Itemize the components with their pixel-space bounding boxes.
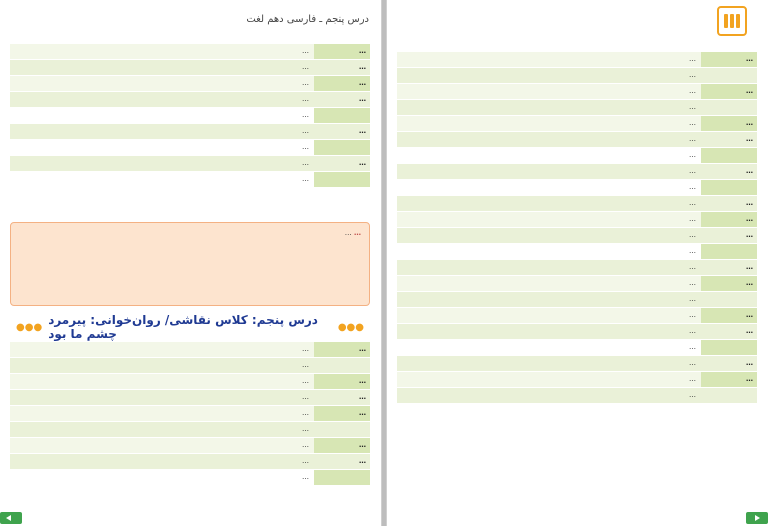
term: …	[314, 438, 370, 453]
definition: …	[10, 374, 314, 389]
term: …	[701, 196, 757, 211]
glossary-row	[10, 60, 370, 76]
note-title: …	[354, 229, 361, 237]
glossary-row	[10, 374, 370, 390]
term: …	[314, 390, 370, 405]
definition: …	[397, 388, 701, 403]
next-page-tab-icon[interactable]	[746, 512, 768, 524]
glossary-row	[10, 92, 370, 108]
note-box	[10, 222, 370, 306]
term	[314, 358, 370, 373]
glossary-row	[397, 180, 757, 196]
definition: …	[397, 180, 701, 195]
definition: …	[10, 470, 314, 485]
glossary-row	[10, 156, 370, 172]
glossary-row	[397, 164, 757, 180]
glossary-row	[10, 76, 370, 92]
term	[701, 388, 757, 403]
term: …	[314, 342, 370, 357]
term	[701, 292, 757, 307]
term: …	[701, 324, 757, 339]
term	[314, 470, 370, 485]
definition: …	[397, 228, 701, 243]
glossary-row	[10, 422, 370, 438]
prev-page-tab-icon[interactable]	[0, 512, 22, 524]
definition: …	[397, 52, 701, 67]
term: …	[314, 156, 370, 171]
section-title: درس پنجم: کلاس نقاشی/ روان‌خوانی: پیرمرد چشم ما بود	[48, 313, 318, 341]
term	[314, 172, 370, 187]
definition: …	[397, 84, 701, 99]
lesson-logo-icon	[717, 6, 747, 36]
section-heading	[10, 313, 370, 341]
definition: …	[10, 108, 314, 123]
definition: …	[10, 390, 314, 405]
term	[701, 244, 757, 259]
definition: …	[10, 438, 314, 453]
term: …	[701, 308, 757, 323]
definition: …	[10, 172, 314, 187]
term	[314, 108, 370, 123]
term: …	[314, 406, 370, 421]
definition: …	[397, 356, 701, 371]
term: …	[701, 356, 757, 371]
glossary-row	[397, 260, 757, 276]
definition: …	[10, 358, 314, 373]
glossary-row	[10, 358, 370, 374]
glossary-row	[397, 244, 757, 260]
term: …	[314, 454, 370, 469]
glossary-row	[397, 292, 757, 308]
glossary-row	[10, 438, 370, 454]
glossary-row	[397, 100, 757, 116]
definition: …	[397, 148, 701, 163]
definition: …	[10, 60, 314, 75]
term: …	[701, 164, 757, 179]
bullet-dots-icon: ●●●	[16, 321, 43, 333]
glossary-row	[10, 108, 370, 124]
term	[314, 140, 370, 155]
glossary-row	[397, 116, 757, 132]
definition: …	[397, 196, 701, 211]
glossary-row	[397, 212, 757, 228]
term	[701, 180, 757, 195]
definition: …	[10, 422, 314, 437]
definition: …	[397, 276, 701, 291]
term: …	[314, 60, 370, 75]
definition: …	[397, 340, 701, 355]
definition: …	[10, 156, 314, 171]
term: …	[314, 92, 370, 107]
term: …	[314, 124, 370, 139]
definition: …	[397, 372, 701, 387]
term: …	[314, 44, 370, 59]
definition: …	[10, 454, 314, 469]
bullet-dots-icon: ●●●	[337, 321, 364, 333]
glossary-table-3	[397, 52, 757, 404]
definition: …	[10, 92, 314, 107]
definition: …	[397, 308, 701, 323]
glossary-row	[397, 148, 757, 164]
definition: …	[10, 342, 314, 357]
definition: …	[397, 164, 701, 179]
definition: …	[397, 68, 701, 83]
note-text: …	[344, 229, 352, 237]
term: …	[701, 212, 757, 227]
glossary-row	[397, 196, 757, 212]
term: …	[701, 276, 757, 291]
glossary-row	[10, 172, 370, 188]
glossary-row	[10, 140, 370, 156]
glossary-row	[10, 406, 370, 422]
definition: …	[397, 212, 701, 227]
definition: …	[397, 116, 701, 131]
glossary-row	[397, 84, 757, 100]
term: …	[701, 228, 757, 243]
glossary-row	[397, 308, 757, 324]
glossary-row	[397, 372, 757, 388]
term: …	[314, 76, 370, 91]
glossary-row	[10, 390, 370, 406]
term: …	[701, 116, 757, 131]
definition: …	[10, 406, 314, 421]
definition: …	[10, 76, 314, 91]
glossary-row	[397, 276, 757, 292]
glossary-row	[397, 340, 757, 356]
definition: …	[397, 292, 701, 307]
glossary-row	[397, 228, 757, 244]
term	[314, 422, 370, 437]
glossary-row	[10, 44, 370, 60]
term: …	[701, 372, 757, 387]
definition: …	[10, 44, 314, 59]
glossary-table-2	[10, 342, 370, 486]
glossary-row	[10, 342, 370, 358]
glossary-row	[10, 124, 370, 140]
glossary-row	[397, 388, 757, 404]
term	[701, 100, 757, 115]
term	[701, 340, 757, 355]
glossary-row	[397, 132, 757, 148]
definition: …	[10, 140, 314, 155]
glossary-row	[397, 52, 757, 68]
definition: …	[397, 260, 701, 275]
left-page	[0, 0, 382, 526]
definition: …	[397, 324, 701, 339]
term	[701, 68, 757, 83]
term: …	[701, 84, 757, 99]
term	[701, 148, 757, 163]
definition: …	[10, 124, 314, 139]
glossary-row	[10, 470, 370, 486]
right-page	[386, 0, 768, 526]
glossary-row	[10, 454, 370, 470]
definition: …	[397, 132, 701, 147]
term: …	[701, 260, 757, 275]
glossary-row	[397, 324, 757, 340]
page-header-title: درس پنجم ـ فارسی دهم لغت	[246, 14, 369, 25]
glossary-table-1	[10, 44, 370, 188]
term: …	[701, 52, 757, 67]
glossary-row	[397, 68, 757, 84]
term: …	[314, 374, 370, 389]
definition: …	[397, 100, 701, 115]
definition: …	[397, 244, 701, 259]
term: …	[701, 132, 757, 147]
glossary-row	[397, 356, 757, 372]
